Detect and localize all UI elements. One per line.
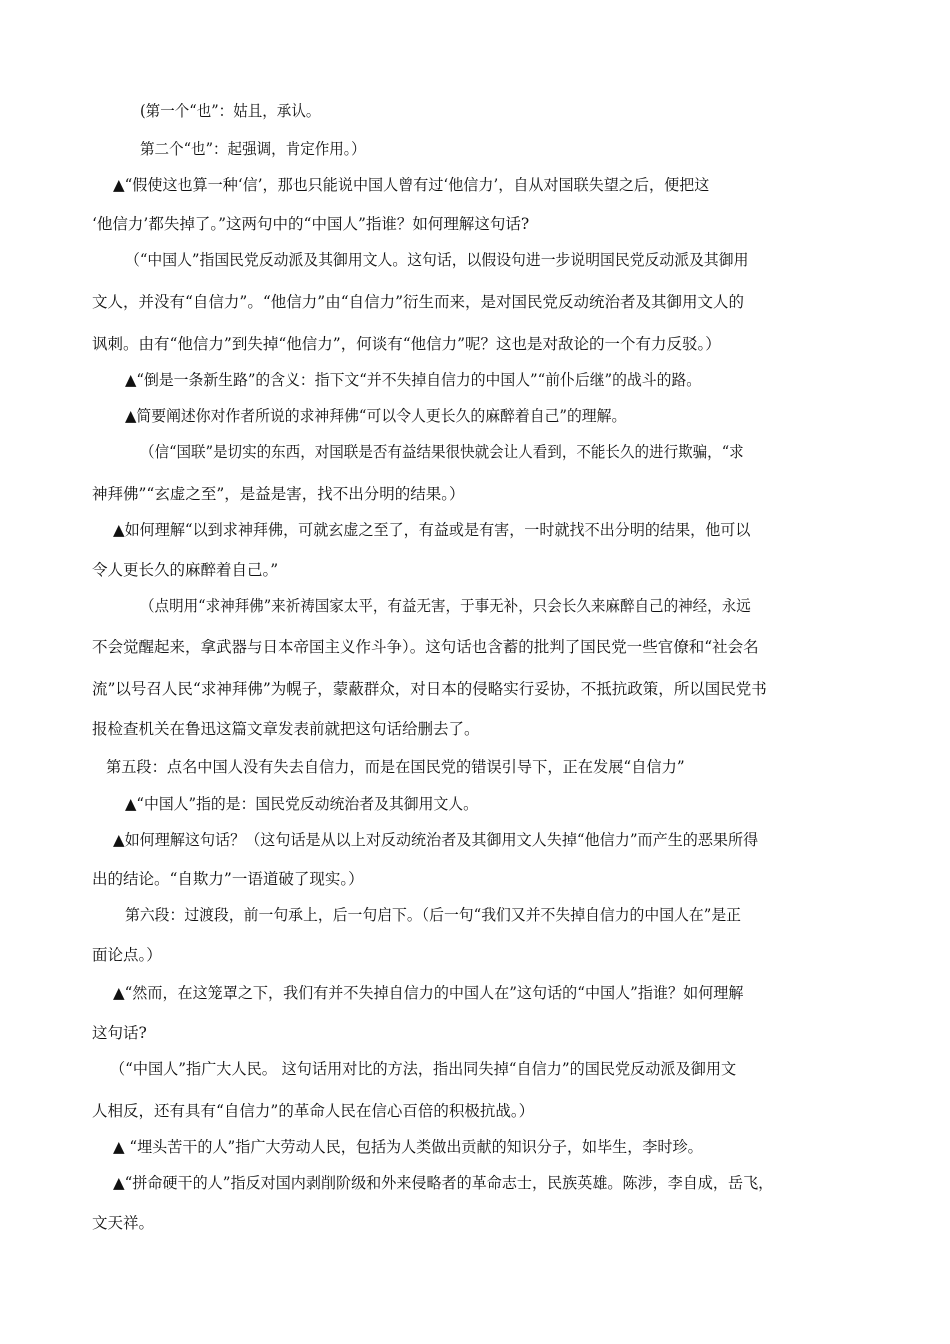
question-line: ‘他信力’都失掉了。”这两句中的“中国人”指谁？如何理解这句话? xyxy=(92,215,530,233)
text-line: 第二个“也”：起强调，肯定作用。） xyxy=(140,140,366,158)
question-line: ▲简要阐述你对作者所说的求神拜佛“可以令人更长久的麻醉着自己”的理解。 xyxy=(125,407,627,425)
section-heading: 面论点。） xyxy=(92,946,162,964)
question-line: ▲“拼命硬干的人”指反对国内剥削阶级和外来侵略者的革命志士，民族英雄。陈涉，李自成，岳飞， xyxy=(113,1174,774,1192)
answer-line: （信“国联”是切实的东西，对国联是否有益结果很快就会让人看到，不能长久的进行欺骗，“求 xyxy=(140,443,744,461)
question-line: ▲“中国人”指的是：国民党反动统治者及其御用文人。 xyxy=(125,795,478,813)
question-line: 令人更长久的麻醉着自己。” xyxy=(92,561,279,579)
question-line: ▲“倒是一条新生路”的含义：指下文“并不失掉自信力的中国人”“前仆后继”的战斗的路。 xyxy=(125,371,702,389)
answer-line: （点明用“求神拜佛”来祈祷国家太平，有益无害，于事无补，只会长久来麻醉自己的神经，永远 xyxy=(140,597,751,615)
answer-line: 讽刺。由有“他信力”到失掉“他信力”，何谈有“他信力”呢？这也是对敌论的一个有力反驳。） xyxy=(92,335,721,353)
question-line: ▲如何理解“以到求神拜佛，可就玄虚之至了，有益或是有害，一时就找不出分明的结果，他可以 xyxy=(113,521,751,539)
section-heading: 第五段：点名中国人没有失去自信力，而是在国民党的错误引导下，正在发展“自信力” xyxy=(106,758,685,776)
text-line: (第一个“也”：姑且，承认。 xyxy=(140,102,321,120)
question-line: 出的结论。“自欺力”一语道破了现实。） xyxy=(92,870,364,888)
answer-line: 报检查机关在鲁迅这篇文章发表前就把这句话给删去了。 xyxy=(92,720,480,738)
question-line: 文天祥。 xyxy=(92,1214,155,1232)
answer-line: 流”以号召人民“求神拜佛”为幌子，蒙蔽群众，对日本的侵略实行妥协，不抵抗政策，所以国民党书 xyxy=(92,680,767,698)
question-line: ▲“然而，在这笼罩之下，我们有并不失掉自信力的中国人在”这句话的“中国人”指谁？如何理解 xyxy=(113,984,744,1002)
answer-line: 人相反，还有具有“自信力”的革命人民在信心百倍的积极抗战。） xyxy=(92,1102,535,1120)
question-line: ▲如何理解这句话？（这句话是从以上对反动统治者及其御用文人失掉“他信力”而产生的恶果所得 xyxy=(113,831,759,849)
question-line: ▲“假使这也算一种‘信’，那也只能说中国人曾有过‘他信力’，自从对国联失望之后，便把这 xyxy=(113,176,710,194)
answer-line: 文人，并没有“自信力”。“他信力”由“自信力”衍生而来，是对国民党反动统治者及其御用文人的 xyxy=(92,293,745,311)
section-heading: 第六段：过渡段，前一句承上，后一句启下。（后一句“我们又并不失掉自信力的中国人在”是正 xyxy=(125,906,741,924)
answer-line: 神拜佛”“玄虚之至”，是益是害，找不出分明的结果。） xyxy=(92,485,465,503)
answer-line: （“中国人”指国民党反动派及其御用文人。这句话，以假设句进一步说明国民党反动派及其御用 xyxy=(125,251,749,269)
answer-line: （“中国人”指广大人民。 这句话用对比的方法，指出同失掉“自信力”的国民党反动派及御用文 xyxy=(110,1060,737,1078)
answer-line: 不会觉醒起来，拿武器与日本帝国主义作斗争）。这句话也含蓄的批判了国民党一些官僚和“社会名 xyxy=(92,638,759,656)
question-line: 这句话? xyxy=(92,1024,147,1042)
question-line: ▲ “埋头苦干的人”指广大劳动人民，包括为人类做出贡献的知识分子，如毕生，李时珍。 xyxy=(113,1138,703,1156)
